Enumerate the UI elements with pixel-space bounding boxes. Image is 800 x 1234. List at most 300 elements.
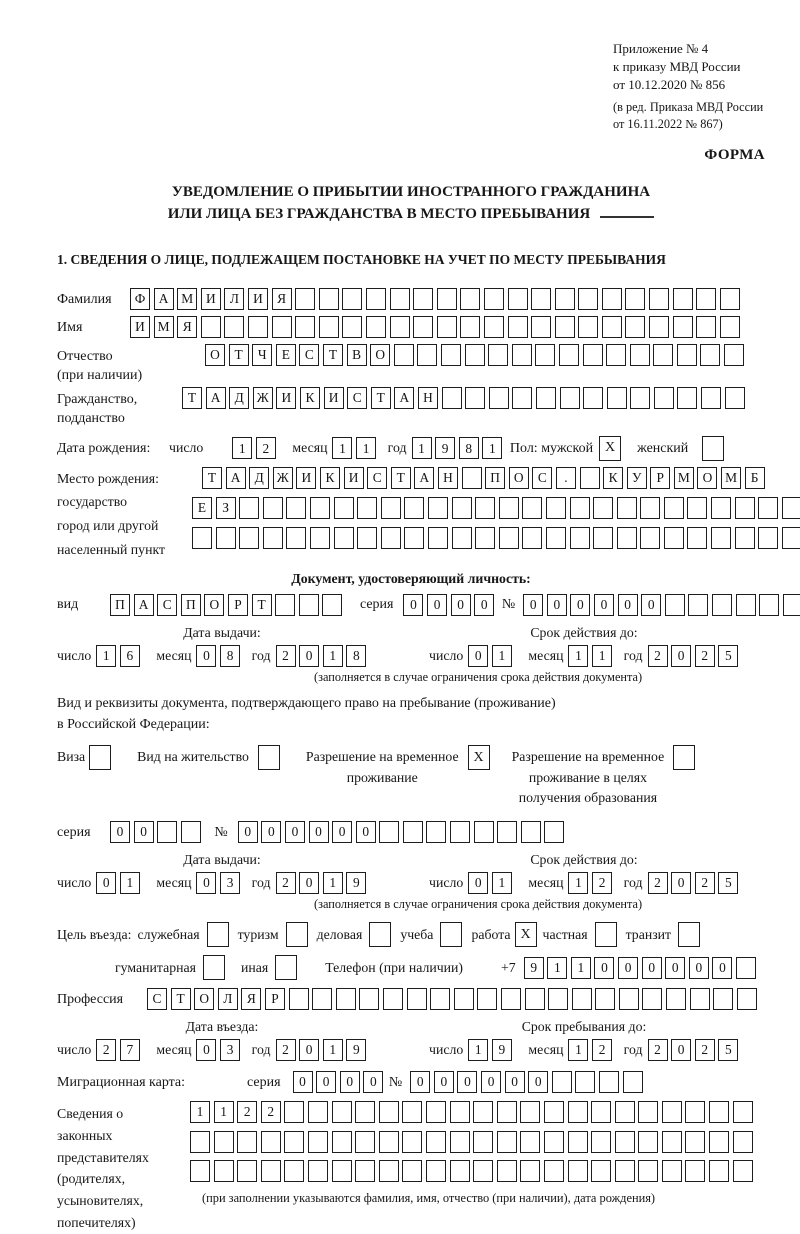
- birth-place-cells-row1: [202, 467, 800, 489]
- form-cell: Т: [252, 594, 272, 616]
- form-cell: [677, 344, 697, 366]
- form-cell: А: [206, 387, 226, 409]
- form-cell: 1: [190, 1101, 210, 1123]
- form-cell: [383, 988, 403, 1010]
- purpose-option-private: [543, 922, 617, 947]
- form-cell: А: [394, 387, 414, 409]
- month-label: месяц: [156, 647, 192, 663]
- form-cell: 1: [323, 645, 343, 667]
- purpose-option-other: [241, 955, 297, 980]
- form-cell: [403, 821, 423, 843]
- form-cell: [239, 527, 259, 549]
- form-cell: [736, 957, 756, 979]
- form-cell: [319, 316, 339, 338]
- form-cell: М: [674, 467, 694, 489]
- form-cell: [720, 288, 740, 310]
- form-cell: [591, 1101, 611, 1123]
- permit-number-cells: [238, 821, 568, 843]
- form-cell: А: [226, 467, 246, 489]
- purpose-option-label: иная: [240, 959, 269, 975]
- order-reference: [613, 40, 765, 133]
- form-cell: [402, 1131, 422, 1153]
- form-cell: 1: [323, 872, 343, 894]
- doc-validity-month-cells: [568, 645, 615, 667]
- form-cell: [357, 497, 377, 519]
- form-cell: [649, 316, 669, 338]
- form-cell: [575, 1071, 595, 1093]
- day-label: число: [57, 875, 92, 891]
- purpose-tourism-checkbox: [286, 922, 308, 947]
- form-cell: [442, 387, 462, 409]
- form-cell: [488, 344, 508, 366]
- form-cell: [544, 1160, 564, 1182]
- form-cell: [284, 1131, 304, 1153]
- form-cell: 1: [323, 1039, 343, 1061]
- year-label: год: [251, 875, 271, 891]
- form-cell: [310, 497, 330, 519]
- form-cell: 0: [481, 1071, 501, 1093]
- representatives-label-line: усыновителях,: [57, 1193, 144, 1209]
- form-cell: [617, 527, 637, 549]
- form-cell: 0: [427, 594, 447, 616]
- form-cell: [568, 1131, 588, 1153]
- form-cell: [404, 527, 424, 549]
- purpose-private-checkbox: [595, 922, 617, 947]
- form-cell: 0: [110, 821, 130, 843]
- form-cell: [759, 594, 779, 616]
- form-cell: [673, 288, 693, 310]
- form-cell: 0: [238, 821, 258, 843]
- form-cell: [201, 316, 221, 338]
- surname-label: Фамилия: [57, 291, 112, 307]
- form-cell: [638, 1160, 658, 1182]
- birth-place-block: [57, 467, 765, 562]
- purpose-option-label: учеба: [400, 926, 434, 942]
- purpose-option-label: туризм: [237, 926, 279, 942]
- form-cell: С: [147, 988, 167, 1010]
- form-cell: [342, 288, 362, 310]
- profession-row: [57, 988, 765, 1010]
- form-cell: [192, 527, 212, 549]
- form-cell: [334, 497, 354, 519]
- form-cell: 1: [96, 645, 116, 667]
- form-cell: Т: [323, 344, 343, 366]
- form-cell: П: [110, 594, 130, 616]
- form-cell: [548, 988, 568, 1010]
- form-cell: [664, 497, 684, 519]
- form-cell: [473, 1101, 493, 1123]
- day-label: число: [57, 647, 92, 663]
- form-cell: [733, 1160, 753, 1182]
- validity-title: Срок действия до:: [530, 852, 638, 868]
- form-cell: 0: [528, 1071, 548, 1093]
- form-cell: 0: [474, 594, 494, 616]
- form-cell: [413, 316, 433, 338]
- permit-option-residence: [137, 745, 280, 770]
- identity-doc-row: [57, 594, 765, 616]
- form-cell: [522, 527, 542, 549]
- form-cell: 9: [435, 437, 455, 459]
- migration-number-label: №: [388, 1074, 403, 1090]
- form-cell: [520, 1101, 540, 1123]
- birth-place-cells-row3: [192, 527, 800, 549]
- form-cell: 1: [332, 437, 352, 459]
- form-cell: [475, 527, 495, 549]
- form-cell: [239, 497, 259, 519]
- form-cell: [450, 1101, 470, 1123]
- form-cell: [394, 344, 414, 366]
- form-cell: [336, 988, 356, 1010]
- doc-series-cells: [403, 594, 497, 616]
- form-cell: [499, 527, 519, 549]
- form-cell: [465, 344, 485, 366]
- form-cell: [454, 988, 474, 1010]
- form-cell: 0: [96, 872, 116, 894]
- form-cell: 9: [492, 1039, 512, 1061]
- day-label: число: [169, 440, 204, 456]
- form-cell: [157, 821, 177, 843]
- form-cell: [497, 821, 517, 843]
- form-cell: 2: [276, 1039, 296, 1061]
- form-cell: [713, 988, 733, 1010]
- purpose-study-checkbox: [440, 922, 462, 947]
- form-cell: [520, 1160, 540, 1182]
- form-cell: 2: [261, 1101, 281, 1123]
- form-cell: [521, 821, 541, 843]
- entry-date-col: [57, 1019, 429, 1061]
- doc-validity-col: [429, 625, 765, 667]
- form-cell: [489, 387, 509, 409]
- phone-label: Телефон (при наличии): [325, 959, 464, 975]
- form-cell: 0: [451, 594, 471, 616]
- representatives-note: (при заполнении указываются фамилия, имя, отчество (при наличии), дата рождения): [202, 1191, 656, 1206]
- form-cell: Е: [192, 497, 212, 519]
- form-cell: Д: [249, 467, 269, 489]
- form-cell: 0: [261, 821, 281, 843]
- form-cell: [615, 1101, 635, 1123]
- form-cell: 1: [120, 872, 140, 894]
- form-cell: [555, 288, 575, 310]
- month-label: месяц: [528, 875, 564, 891]
- validity-title: Срок действия до:: [530, 624, 638, 640]
- form-cell: [379, 1101, 399, 1123]
- form-cell: 0: [356, 821, 376, 843]
- form-cell: 0: [363, 1071, 383, 1093]
- form-cell: [214, 1131, 234, 1153]
- form-cell: 2: [695, 872, 715, 894]
- doc-issue-month-cells: [196, 645, 243, 667]
- form-cell: О: [194, 988, 214, 1010]
- form-cell: [653, 344, 673, 366]
- identity-doc-heading: Документ, удостоверяющий личность:: [291, 570, 531, 586]
- representatives-label-line: Сведения о: [57, 1106, 124, 1122]
- education-residence-checkbox: [673, 745, 695, 770]
- representatives-label-line: представителях: [57, 1149, 149, 1165]
- form-cell: [737, 988, 757, 1010]
- form-cell: 0: [547, 594, 567, 616]
- form-cell: [322, 594, 342, 616]
- form-cell: [720, 316, 740, 338]
- form-cell: [758, 497, 778, 519]
- residence-permit-checkbox: [258, 745, 280, 770]
- form-cell: [261, 1160, 281, 1182]
- permit-option-temp-residence: [306, 745, 490, 788]
- form-cell: [357, 527, 377, 549]
- doc-kind-label: вид: [57, 597, 79, 613]
- form-cell: 2: [648, 872, 668, 894]
- ref-line: Приложение № 4: [613, 41, 709, 56]
- form-cell: [782, 497, 800, 519]
- form-cell: [390, 316, 410, 338]
- form-cell: Н: [438, 467, 458, 489]
- form-cell: [284, 1101, 304, 1123]
- purpose-label: Цель въезда:: [57, 926, 132, 942]
- form-cell: [736, 594, 756, 616]
- form-cell: 0: [134, 821, 154, 843]
- doc-number-label: №: [501, 597, 516, 613]
- form-cell: 2: [695, 1039, 715, 1061]
- purpose-option-label: служебная: [137, 926, 200, 942]
- representatives-label-line: законных: [57, 1127, 113, 1143]
- form-cell: М: [177, 288, 197, 310]
- doc-validity-day-cells: [468, 645, 515, 667]
- form-cell: [450, 1131, 470, 1153]
- surname-row: [57, 288, 765, 310]
- form-cell: С: [347, 387, 367, 409]
- migration-number-cells: [410, 1071, 646, 1093]
- form-cell: И: [276, 387, 296, 409]
- name-label: Имя: [57, 319, 83, 335]
- month-label: месяц: [156, 875, 192, 891]
- form-cell: 9: [346, 1039, 366, 1061]
- form-cell: [499, 497, 519, 519]
- purpose-option-label: транзит: [625, 926, 672, 942]
- form-cell: [190, 1160, 210, 1182]
- permit-option-label-line: Разрешение на временное: [305, 749, 459, 764]
- form-cell: 0: [641, 594, 661, 616]
- form-cell: 1: [492, 645, 512, 667]
- permit-validity-month-cells: [568, 872, 615, 894]
- patronymic-label: [57, 344, 205, 385]
- purpose-row-2: [57, 955, 765, 980]
- form-cell: [649, 288, 669, 310]
- form-cell: [709, 1131, 729, 1153]
- form-cell: [295, 316, 315, 338]
- permit-option-label-line: проживание в целях: [528, 769, 647, 785]
- form-cell: [544, 1101, 564, 1123]
- form-cell: [430, 988, 450, 1010]
- form-cell: 1: [232, 437, 252, 459]
- permit-number-label: №: [214, 824, 228, 840]
- form-cell: 5: [718, 872, 738, 894]
- form-cell: [593, 527, 613, 549]
- citizenship-row: [57, 387, 765, 428]
- form-cell: А: [154, 288, 174, 310]
- stay-until-date-group: [429, 1039, 765, 1061]
- form-cell: 0: [285, 821, 305, 843]
- form-cell: [497, 1160, 517, 1182]
- form-cell: Ф: [130, 288, 150, 310]
- form-cell: [272, 316, 292, 338]
- form-cell: 7: [120, 1039, 140, 1061]
- permit-validity-date-group: [429, 872, 765, 894]
- form-cell: 1: [568, 645, 588, 667]
- form-cell: Ж: [253, 387, 273, 409]
- form-cell: [295, 288, 315, 310]
- form-cell: 9: [524, 957, 544, 979]
- form-cell: [437, 316, 457, 338]
- stay-until-month-cells: [568, 1039, 615, 1061]
- month-label: месяц: [292, 440, 328, 456]
- form-cell: [580, 467, 600, 489]
- form-cell: [570, 527, 590, 549]
- permit-option-visa: [57, 745, 111, 770]
- permit-option-label: [512, 745, 665, 809]
- form-cell: [568, 1160, 588, 1182]
- form-cell: Б: [745, 467, 765, 489]
- birth-date-row: [57, 436, 765, 461]
- form-cell: [366, 316, 386, 338]
- form-title-line1: УВЕДОМЛЕНИЕ О ПРИБЫТИИ ИНОСТРАННОГО ГРАЖДАНИНА: [171, 183, 651, 200]
- form-cell: [190, 1131, 210, 1153]
- surname-cells: [130, 288, 743, 310]
- form-cell: 1: [568, 1039, 588, 1061]
- day-label: число: [57, 1042, 92, 1058]
- month-label: месяц: [528, 647, 564, 663]
- purpose-work-checkbox: X: [515, 922, 537, 947]
- doc-issue-date-group: [57, 645, 429, 667]
- stay-until-col: [429, 1019, 765, 1061]
- form-cell: Т: [371, 387, 391, 409]
- form-cell: 8: [346, 645, 366, 667]
- form-cell: [570, 497, 590, 519]
- form-cell: 0: [403, 594, 423, 616]
- name-row: [57, 316, 765, 338]
- form-cell: [263, 527, 283, 549]
- citizenship-label-line2: подданство: [57, 410, 125, 426]
- form-cell: 1: [482, 437, 502, 459]
- form-cell: С: [299, 344, 319, 366]
- permit-validity-year-cells: [648, 872, 742, 894]
- form-cell: [623, 1071, 643, 1093]
- year-label: год: [251, 647, 271, 663]
- day-label: число: [429, 1042, 464, 1058]
- form-cell: [497, 1101, 517, 1123]
- form-cell: 1: [568, 872, 588, 894]
- form-cell: [733, 1131, 753, 1153]
- form-cell: [638, 1131, 658, 1153]
- form-cell: [690, 988, 710, 1010]
- form-cell: Р: [265, 988, 285, 1010]
- permit-option-label-line: проживание: [346, 769, 418, 785]
- form-cell: Ч: [252, 344, 272, 366]
- form-cell: [428, 497, 448, 519]
- form-cell: [606, 344, 626, 366]
- form-cell: [512, 344, 532, 366]
- form-cell: [687, 497, 707, 519]
- form-cell: 5: [718, 1039, 738, 1061]
- form-cell: Я: [272, 288, 292, 310]
- form-cell: О: [205, 344, 225, 366]
- form-cell: [664, 527, 684, 549]
- ref-line: от 16.11.2022 № 867): [613, 116, 723, 131]
- form-cell: [437, 288, 457, 310]
- form-cell: [552, 1071, 572, 1093]
- purpose-other-checkbox: [275, 955, 297, 980]
- form-cell: [426, 1101, 446, 1123]
- temp-residence-checkbox: X: [468, 745, 490, 770]
- form-cell: Т: [171, 988, 191, 1010]
- form-cell: [602, 288, 622, 310]
- form-cell: [261, 1131, 281, 1153]
- form-cell: 0: [712, 957, 732, 979]
- form-cell: [595, 988, 615, 1010]
- permit-issue-month-cells: [196, 872, 243, 894]
- citizenship-cells: [182, 387, 748, 409]
- form-cell: 0: [618, 957, 638, 979]
- form-cell: [359, 988, 379, 1010]
- form-cell: Д: [229, 387, 249, 409]
- form-cell: [546, 497, 566, 519]
- sex-label: Пол: мужской: [509, 440, 594, 456]
- form-cell: [559, 344, 579, 366]
- form-cell: [758, 527, 778, 549]
- form-cell: 2: [695, 645, 715, 667]
- form-cell: [625, 288, 645, 310]
- form-cell: [640, 527, 660, 549]
- form-cell: И: [130, 316, 150, 338]
- form-cell: [607, 387, 627, 409]
- purpose-business-checkbox: [369, 922, 391, 947]
- form-cell: [284, 1160, 304, 1182]
- form-cell: [696, 288, 716, 310]
- form-cell: [381, 527, 401, 549]
- permit-option-label: [306, 745, 459, 788]
- form-cell: Т: [229, 344, 249, 366]
- birth-place-label-line: населенный пункт: [57, 541, 166, 557]
- birth-place-label-line: город или другой: [57, 518, 159, 534]
- permit-dates: [57, 852, 765, 894]
- purpose-option-transit: [626, 922, 700, 947]
- entry-dates: [57, 1019, 765, 1061]
- form-cell: 2: [96, 1039, 116, 1061]
- form-cell: [263, 497, 283, 519]
- form-title-line2: [57, 203, 765, 226]
- doc-number-cells: [523, 594, 800, 616]
- form-cell: И: [344, 467, 364, 489]
- form-cell: [591, 1160, 611, 1182]
- doc-issue-day-cells: [96, 645, 143, 667]
- permit-option-education: [512, 745, 696, 809]
- form-cell: [625, 316, 645, 338]
- doc-issue-year-cells: [276, 645, 370, 667]
- form-cell: [615, 1131, 635, 1153]
- form-cell: [355, 1131, 375, 1153]
- form-cell: 1: [468, 1039, 488, 1061]
- form-cell: 0: [665, 957, 685, 979]
- form-cell: [531, 288, 551, 310]
- form-cell: [711, 527, 731, 549]
- form-cell: [308, 1131, 328, 1153]
- purpose-row-1: [57, 922, 765, 947]
- purpose-option-business: [317, 922, 392, 947]
- form-cell: 0: [340, 1071, 360, 1093]
- sex-female-label: женский: [637, 440, 689, 456]
- form-cell: 9: [346, 872, 366, 894]
- form-cell: М: [154, 316, 174, 338]
- form-cell: [642, 988, 662, 1010]
- form-cell: [402, 1160, 422, 1182]
